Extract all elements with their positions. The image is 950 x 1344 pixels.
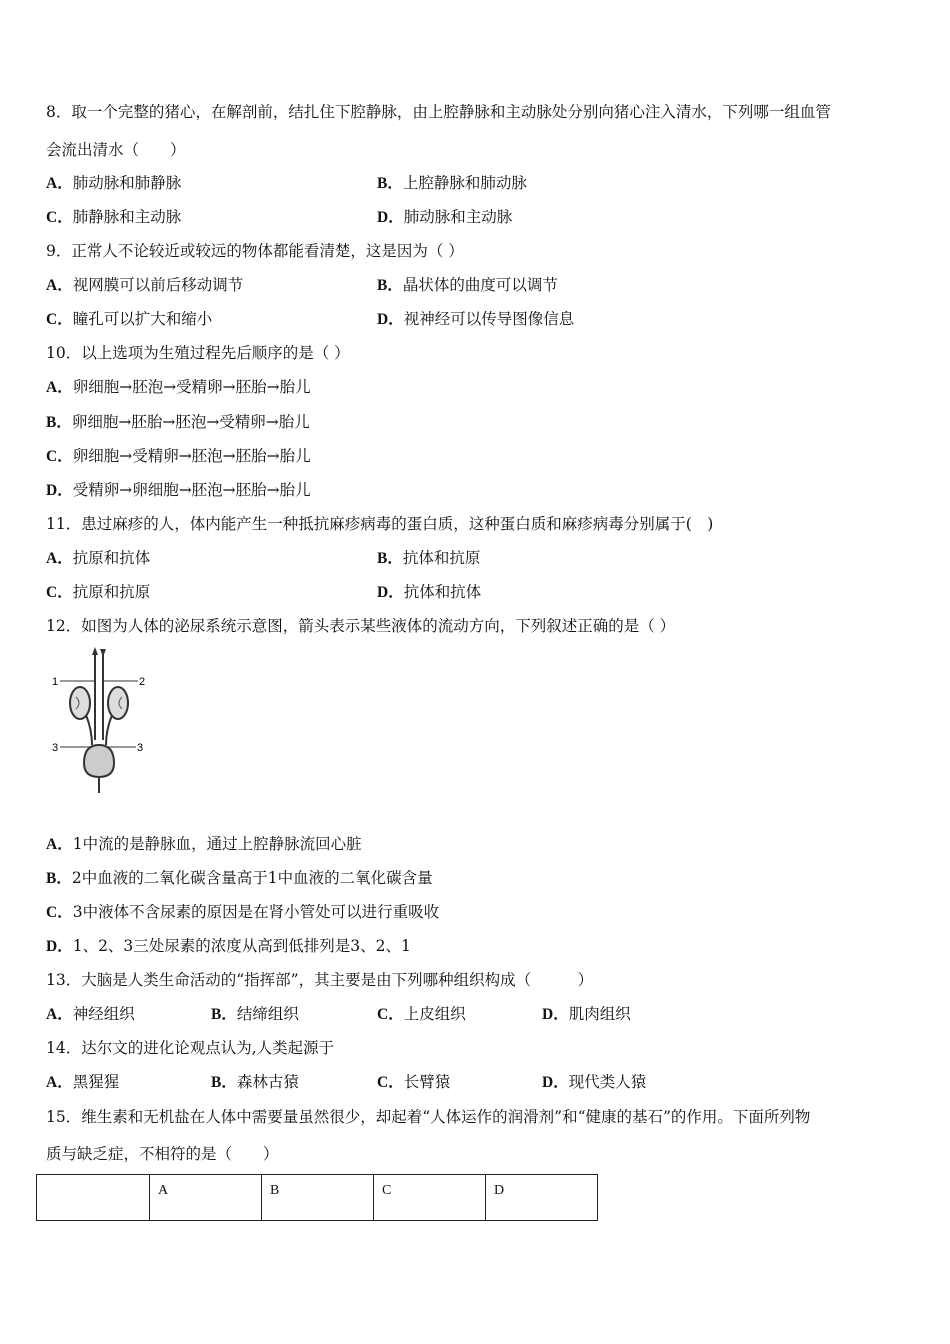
q8-stem-line2: 会流出清水（ ） bbox=[46, 141, 186, 159]
option-text: 结缔组织 bbox=[236, 1005, 299, 1023]
q11-option-a[interactable] bbox=[46, 548, 150, 569]
table-header-c: C bbox=[374, 1175, 486, 1221]
option-key: C． bbox=[46, 584, 73, 601]
option-key: B． bbox=[377, 277, 403, 294]
option-text: 上皮组织 bbox=[403, 1005, 466, 1023]
option-text: 肌肉组织 bbox=[568, 1005, 631, 1023]
option-key: C． bbox=[377, 1074, 404, 1091]
q10-option-d[interactable] bbox=[46, 480, 311, 501]
q13-option-a[interactable] bbox=[46, 1004, 135, 1025]
option-text: 肺动脉和肺静脉 bbox=[72, 174, 182, 192]
option-text: 森林古猿 bbox=[236, 1073, 299, 1091]
option-key: D． bbox=[46, 482, 73, 499]
q12-option-d[interactable] bbox=[46, 936, 411, 957]
option-key: A． bbox=[46, 550, 73, 567]
option-text: 3中液体不含尿素的原因是在肾小管处可以进行重吸收 bbox=[72, 903, 440, 921]
figure-label-3-left: 3 bbox=[52, 742, 59, 754]
option-key: C． bbox=[46, 209, 73, 226]
q11-stem: 11．患过麻疹的人，体内能产生一种抵抗麻疹病毒的蛋白质，这种蛋白质和麻疹病毒分别属于( ) bbox=[46, 515, 714, 533]
option-key: D． bbox=[377, 209, 404, 226]
option-text: 视神经可以传导图像信息 bbox=[403, 310, 575, 328]
q15-stem-line1: 15．维生素和无机盐在人体中需要量虽然很少，却起着“人体运作的润滑剂”和“健康的基石”的作用。下面所列物 bbox=[46, 1108, 811, 1126]
q15-answer-table bbox=[36, 1174, 598, 1221]
q13-stem: 13．大脑是人类生命活动的“指挥部”，其主要是由下列哪种组织构成（ ） bbox=[46, 971, 594, 989]
option-key: A． bbox=[46, 277, 73, 294]
q9-option-d[interactable] bbox=[377, 309, 574, 330]
option-text: 肺动脉和主动脉 bbox=[403, 208, 513, 226]
q12-option-b[interactable] bbox=[46, 868, 433, 889]
option-key: A． bbox=[46, 836, 73, 853]
option-text: 现代类人猿 bbox=[568, 1073, 647, 1091]
q10-option-a[interactable] bbox=[46, 377, 311, 398]
option-text: 2中血液的二氧化碳含量高于1中血液的二氧化碳含量 bbox=[71, 869, 433, 887]
option-text: 抗原和抗原 bbox=[72, 583, 151, 601]
q8-option-b[interactable] bbox=[377, 173, 527, 194]
option-text: 上腔静脉和肺动脉 bbox=[402, 174, 527, 192]
option-key: A． bbox=[46, 1006, 73, 1023]
option-key: A． bbox=[46, 1074, 73, 1091]
option-key: A． bbox=[46, 379, 73, 396]
urinary-system-diagram bbox=[50, 645, 155, 795]
q14-stem: 14．达尔文的进化论观点认为,人类起源于 bbox=[46, 1039, 335, 1057]
option-text: 卵细胞→胚泡→受精卵→胚胎→胎儿 bbox=[72, 378, 311, 396]
figure-label-2: 2 bbox=[139, 676, 146, 688]
option-text: 黑猩猩 bbox=[72, 1073, 120, 1091]
option-text: 神经组织 bbox=[72, 1005, 135, 1023]
option-key: D． bbox=[377, 311, 404, 328]
q12-stem: 12．如图为人体的泌尿系统示意图，箭头表示某些液体的流动方向，下列叙述正确的是（ ） bbox=[46, 617, 676, 635]
q14-option-d[interactable] bbox=[542, 1072, 646, 1093]
option-key: B． bbox=[377, 550, 403, 567]
option-text: 卵细胞→受精卵→胚泡→胚胎→胎儿 bbox=[72, 447, 311, 465]
option-text: 卵细胞→胚胎→胚泡→受精卵→胎儿 bbox=[71, 413, 310, 431]
option-key: C． bbox=[46, 448, 73, 465]
q11-option-d[interactable] bbox=[377, 582, 481, 603]
option-key: B． bbox=[211, 1006, 237, 1023]
table-header-blank bbox=[37, 1175, 150, 1221]
option-text: 视网膜可以前后移动调节 bbox=[72, 276, 244, 294]
option-key: A． bbox=[46, 175, 73, 192]
option-key: D． bbox=[542, 1006, 569, 1023]
table-header-a: A bbox=[150, 1175, 262, 1221]
option-key: C． bbox=[46, 904, 73, 921]
option-text: 长臂猿 bbox=[403, 1073, 451, 1091]
figure-label-3-right: 3 bbox=[137, 742, 144, 754]
q14-option-c[interactable] bbox=[377, 1072, 450, 1093]
q8-option-d[interactable] bbox=[377, 207, 512, 228]
q8-option-a[interactable] bbox=[46, 173, 181, 194]
q9-option-c[interactable] bbox=[46, 309, 212, 330]
option-key: D． bbox=[542, 1074, 569, 1091]
option-key: B． bbox=[46, 414, 72, 431]
table-header-b: B bbox=[262, 1175, 374, 1221]
figure-label-1: 1 bbox=[52, 676, 59, 688]
table-header-d: D bbox=[486, 1175, 598, 1221]
q9-stem: 9．正常人不论较近或较远的物体都能看清楚，这是因为（ ） bbox=[46, 242, 464, 260]
q10-option-b[interactable] bbox=[46, 412, 310, 433]
option-key: D． bbox=[377, 584, 404, 601]
option-key: B． bbox=[211, 1074, 237, 1091]
option-key: B． bbox=[46, 870, 72, 887]
option-text: 抗原和抗体 bbox=[72, 549, 151, 567]
q9-option-a[interactable] bbox=[46, 275, 243, 296]
q12-option-a[interactable] bbox=[46, 834, 362, 855]
option-key: C． bbox=[377, 1006, 404, 1023]
q8-option-c[interactable] bbox=[46, 207, 181, 228]
q9-option-b[interactable] bbox=[377, 275, 558, 296]
option-text: 晶状体的曲度可以调节 bbox=[402, 276, 558, 294]
option-text: 抗体和抗原 bbox=[402, 549, 481, 567]
option-text: 1、2、3三处尿素的浓度从高到低排列是3、2、1 bbox=[72, 937, 411, 955]
q12-option-c[interactable] bbox=[46, 902, 439, 923]
option-text: 1中流的是静脉血，通过上腔静脉流回心脏 bbox=[72, 835, 362, 853]
q11-option-c[interactable] bbox=[46, 582, 150, 603]
q11-option-b[interactable] bbox=[377, 548, 480, 569]
option-text: 瞳孔可以扩大和缩小 bbox=[72, 310, 213, 328]
option-text: 抗体和抗体 bbox=[403, 583, 482, 601]
option-text: 肺静脉和主动脉 bbox=[72, 208, 182, 226]
q10-option-c[interactable] bbox=[46, 446, 311, 467]
q15-stem-line2: 质与缺乏症，不相符的是（ ） bbox=[46, 1145, 279, 1163]
q10-stem: 10．以上选项为生殖过程先后顺序的是（ ） bbox=[46, 344, 350, 362]
q13-option-c[interactable] bbox=[377, 1004, 466, 1025]
q8-stem-line1: 8．取一个完整的猪心，在解剖前，结扎住下腔静脉，由上腔静脉和主动脉处分别向猪心注入清水，下列哪一组血管 bbox=[46, 103, 831, 121]
q13-option-d[interactable] bbox=[542, 1004, 631, 1025]
option-text: 受精卵→卵细胞→胚泡→胚胎→胎儿 bbox=[72, 481, 311, 499]
q13-option-b[interactable] bbox=[211, 1004, 299, 1025]
option-key: C． bbox=[46, 311, 73, 328]
q14-option-b[interactable] bbox=[211, 1072, 299, 1093]
table-row bbox=[37, 1175, 598, 1221]
option-key: B． bbox=[377, 175, 403, 192]
option-key: D． bbox=[46, 938, 73, 955]
q14-option-a[interactable] bbox=[46, 1072, 119, 1093]
